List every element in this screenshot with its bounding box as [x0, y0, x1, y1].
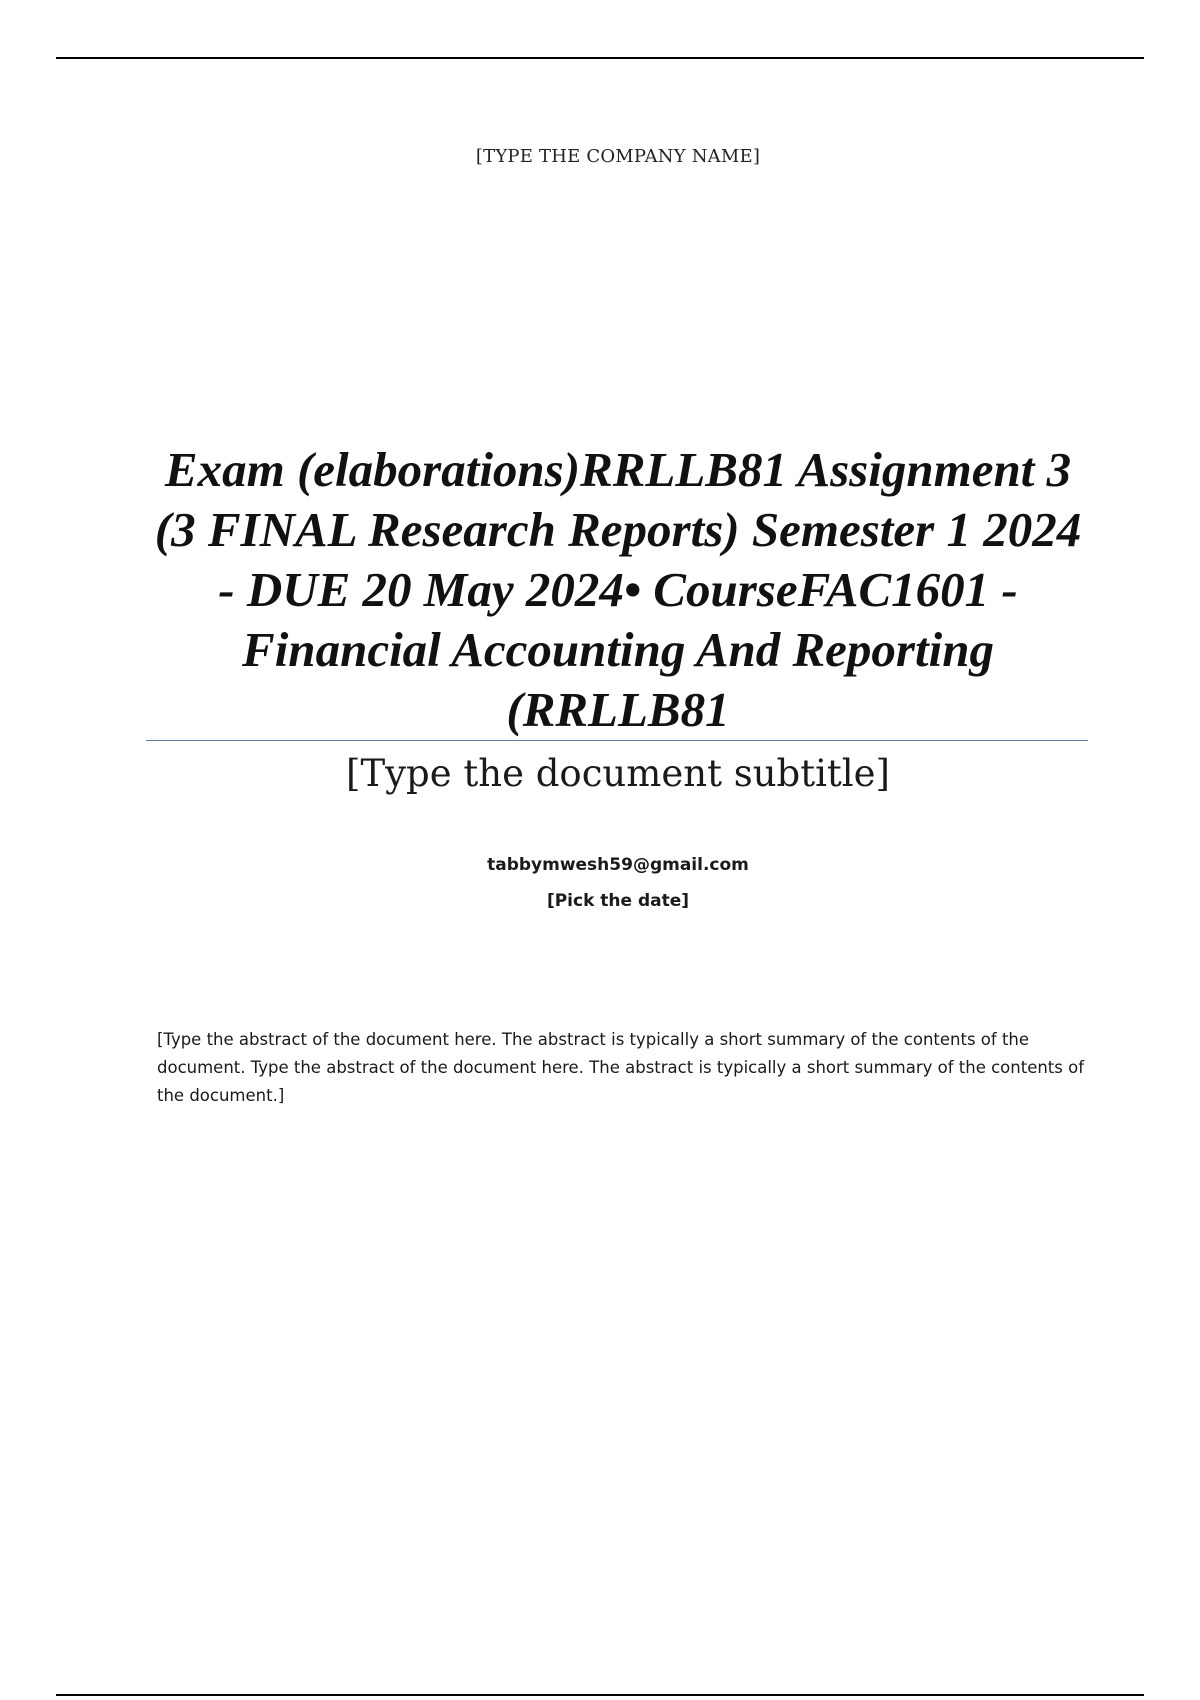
document-abstract: [Type the abstract of the document here. The abstract is typically a short summary of the contents of the document. Type the abstract of the document here. The abstract is typically a short summary of the contents of the document.]: [157, 1030, 1085, 1105]
document-subtitle: [Type the document subtitle]: [346, 752, 890, 795]
top-rule: [56, 57, 1144, 59]
company-name: [TYPE THE COMPANY NAME]: [475, 146, 761, 167]
document-title: Exam (elaborations)RRLLB81 Assignment 3 (3 FINAL Research Reports) Semester 1 2024 - DUE 20 May 2024• CourseFAC1601 - Financial Accounting And Reporting (RRLLB81: [154, 442, 1082, 737]
document-date: [Pick the date]: [546, 891, 690, 911]
bottom-rule: [56, 1694, 1144, 1696]
title-underline: [146, 740, 1088, 741]
author-email: tabbymwesh59@gmail.com: [487, 855, 749, 875]
